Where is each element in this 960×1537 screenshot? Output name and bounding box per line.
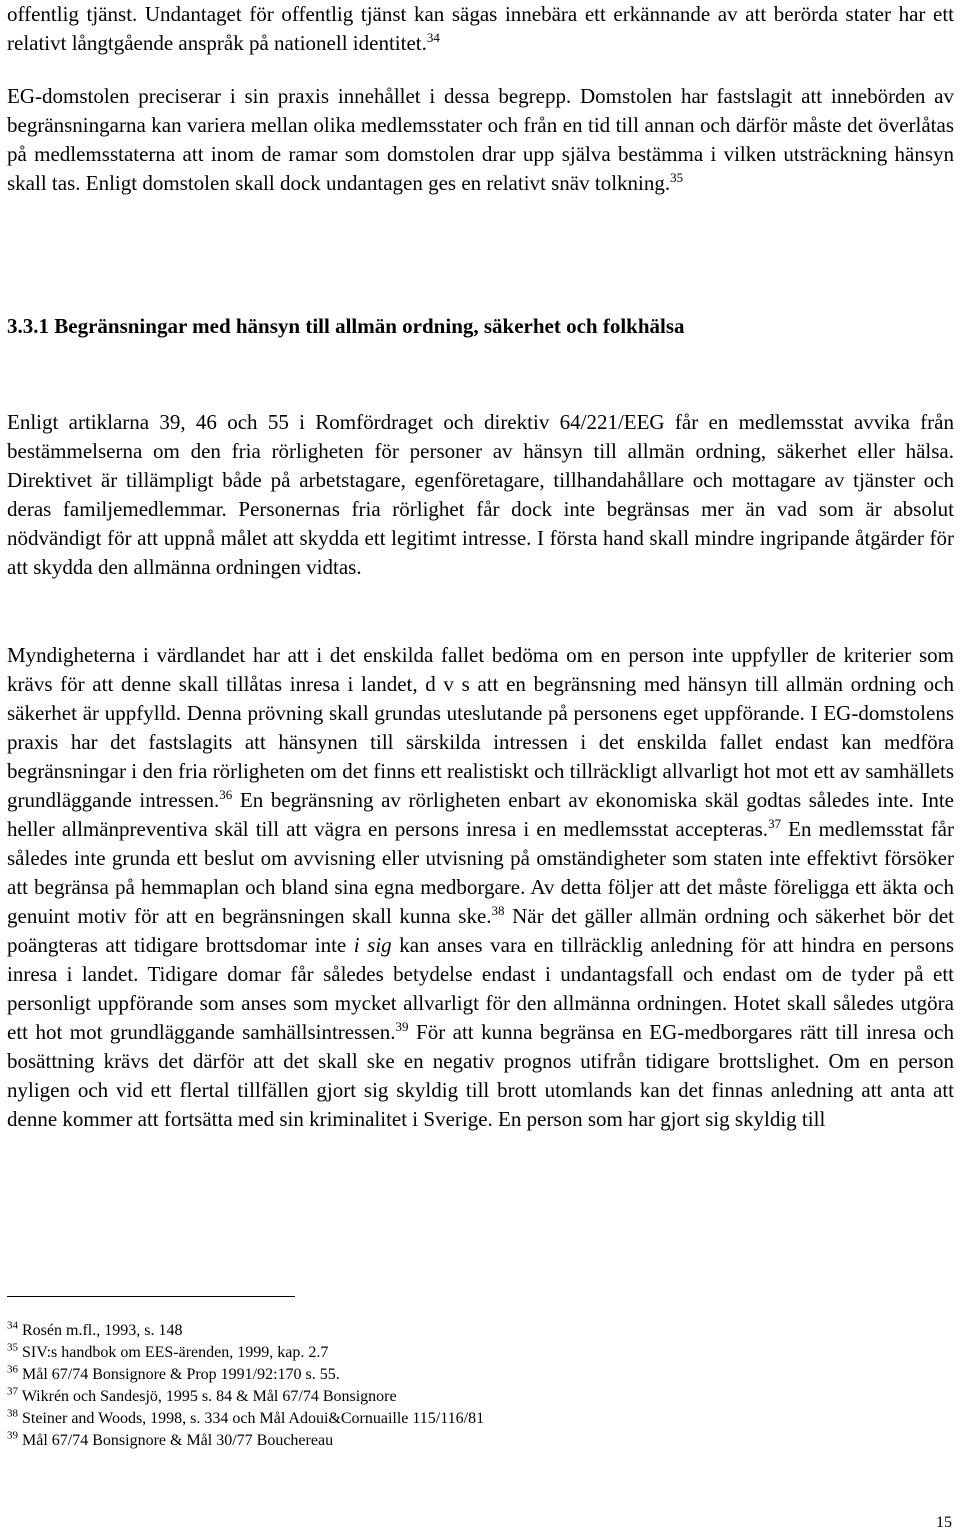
footnote-37: [7, 1386, 907, 1408]
footnote-text: Wikrén och Sandesjö, 1995 s. 84 & Mål 67/74 Bonsignore: [21, 1388, 397, 1405]
footnote-number: 38: [7, 1407, 18, 1420]
footnote-ref-39[interactable]: 39: [395, 1019, 409, 1034]
paragraph-myndigheterna: [7, 641, 954, 1134]
footnote-38: [7, 1408, 907, 1430]
footnote-number: 35: [7, 1341, 18, 1354]
footnote-ref-37[interactable]: 37: [768, 816, 782, 831]
footnote-divider: [7, 1296, 295, 1297]
footnote-text: Mål 67/74 Bonsignore & Mål 30/77 Bouchereau: [22, 1432, 334, 1449]
page-number: 15: [936, 1514, 952, 1531]
footnote-ref-34[interactable]: 34: [426, 30, 440, 45]
paragraph-text: När det gäller allmän ordning och säkerhet bör det poängteras att tidigare brottsdomar inte: [7, 904, 954, 957]
paragraph-romfordraget: Enligt artiklarna 39, 46 och 55 i Romfördraget och direktiv 64/221/EEG får en medlemsstat avvika från bestämmelserna om den fria rörligheten för personer av hänsyn till allmän ordning, säkerhet eller hälsa. Direktivet är tillämpligt både på arbetstagare, egenföretagare, tillhandahållare och mottagare av tjänster och deras familjemedlemmar. Personernas fria rörlighet får dock inte begränsas mer än vad som är absolut nödvändigt för att uppnå målet att skydda ett legitimt intresse. I första hand skall mindre ingripande åtgärder för att skydda den allmänna ordningen vidtas.: [7, 410, 954, 579]
footnote-35: [7, 1342, 907, 1364]
footnote-number: 34: [7, 1319, 18, 1332]
paragraph-text: För att kunna begränsa en EG-medborgares rätt till inresa och bosättning krävs det därför att det skall ske en negativ prognos utifrån tidigare brottslighet. Om en person nyligen och vid ett flertal tillfällen gjort sig skyldig till brott utomlands kan det finnas anledning att anta att denne kommer att fortsätta med sin kriminalitet i Sverige. En person som har gjort sig skyldig till: [7, 1020, 955, 1131]
paragraph-text: EG-domstolen preciserar i sin praxis innehållet i dessa begrepp. Domstolen har fastslagit att innebörden av begränsningarna kan variera mellan olika medlemsstater och från en tid till annan och därför måste det överlåtas på medlemsstaterna att inom de ramar som domstolen drar upp själva bestämma i vilken utsträckning hänsyn skall tas. Enligt domstolen skall dock undantagen ges en relativt snäv tolkning.: [7, 84, 954, 195]
footnotes: [7, 1320, 907, 1452]
footnote-text: Steiner and Woods, 1998, s. 334 och Mål Adoui&Cornuaille 115/116/81: [22, 1410, 485, 1427]
footnote-ref-38[interactable]: 38: [491, 903, 505, 918]
footnote-number: 39: [7, 1429, 18, 1442]
footnote-ref-35[interactable]: 35: [670, 170, 684, 185]
footnote-number: 36: [7, 1363, 18, 1376]
footnote-text: SIV:s handbok om EES-ärenden, 1999, kap. 2.7: [22, 1344, 329, 1361]
italic-term: i sig: [353, 933, 392, 957]
footnote-39: [7, 1430, 907, 1452]
paragraph-offentlig-tjanst: [7, 0, 954, 58]
paragraph-text: offentlig tjänst. Undantaget för offentlig tjänst kan sägas innebära ett erkännande av att berörda stater har ett relativt långtgående anspråk på nationell identitet.: [7, 2, 954, 55]
paragraph-text: En begränsning av rörligheten enbart av ekonomiska skäl godtas således inte. Inte heller allmänpreventiva skäl till att vägra en persons inresa i en medlemsstat accepteras.: [7, 788, 954, 841]
footnote-36: [7, 1364, 907, 1386]
footnote-number: 37: [7, 1385, 18, 1398]
paragraph-text: kan anses vara en tillräcklig anledning för att hindra en persons inresa i landet. Tidigare domar får således betydelse endast i undantagsfall och endast om de tyder på ett personligt uppförande som anses som mycket allvarligt för den allmänna ordningen. Hotet skall således utgöra ett hot mot grundläggande samhällsintressen.: [7, 933, 954, 1044]
paragraph-text: En medlemsstat får således inte grunda ett beslut om avvisning eller utvisning på omständigheter som staten inte effektivt försöker att begränsa på hemmaplan och bland sina egna medborgare. Av detta följer att det måste föreligga ett äkta och genuint motiv för att en begränsningen skall kunna ske.: [7, 817, 954, 928]
footnote-ref-36[interactable]: 36: [219, 787, 233, 802]
footnote-text: Rosén m.fl., 1993, s. 148: [22, 1322, 183, 1339]
paragraph-eg-domstolen: [7, 82, 954, 198]
section-heading: 3.3.1 Begränsningar med hänsyn till allmän ordning, säkerhet och folkhälsa: [7, 314, 685, 338]
paragraph-text: Myndigheterna i värdlandet har att i det enskilda fallet bedöma om en person inte uppfyller de kriterier som krävs för att denne skall tillåtas inresa i landet, d v s att en begränsning med hänsyn till allmän ordning och säkerhet är uppfylld. Denna prövning skall grundas uteslutande på personens eget uppförande. I EG-domstolens praxis har det fastslagits att hänsynen till särskilda intressen i det enskilda fallet endast kan medföra begränsningar i den fria rörligheten om det finns ett realistiskt och tillräckligt allvarligt hot mot ett av samhällets grundläggande intressen.: [7, 643, 954, 812]
footnote-text: Mål 67/74 Bonsignore & Prop 1991/92:170 s. 55.: [22, 1366, 340, 1383]
footnote-34: [7, 1320, 907, 1342]
